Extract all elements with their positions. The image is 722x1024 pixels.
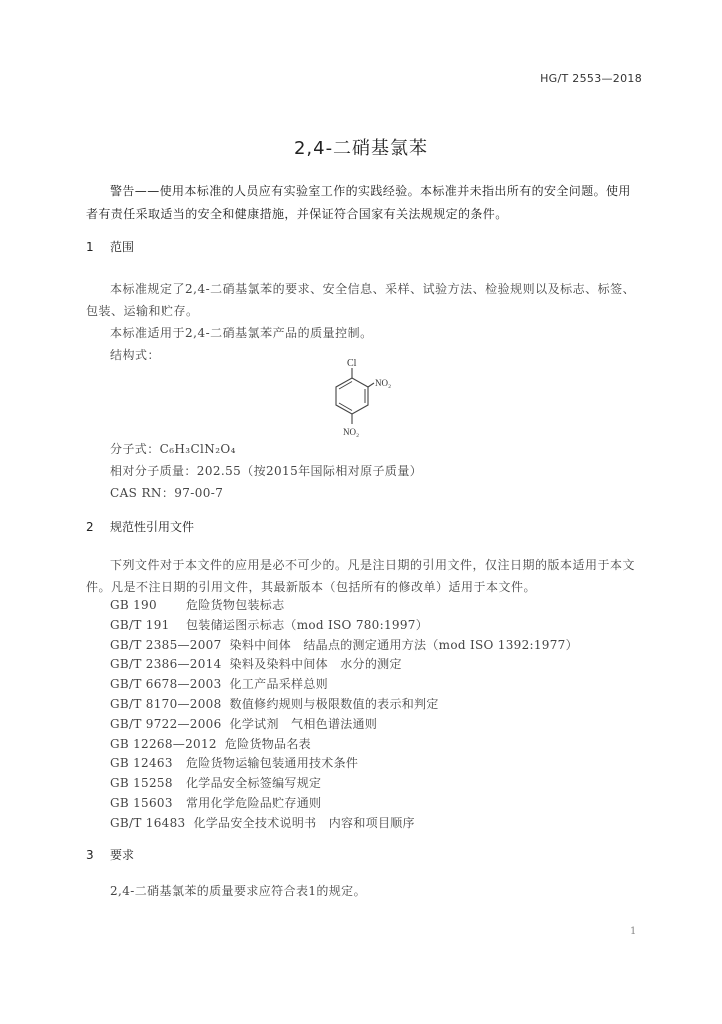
- list-item: [110, 695, 578, 715]
- paragraph-line: 件。凡是不注日期的引用文件，其最新版本（包括所有的修改单）适用于本文件。: [86, 580, 537, 594]
- reference-code: GB 12268—2012: [110, 736, 217, 751]
- reference-code: GB/T 191: [110, 617, 170, 632]
- reference-title: 化工产品采样总则: [229, 677, 328, 692]
- list-item: [110, 655, 578, 675]
- warning-line: 者有责任采取适当的安全和健康措施，并保证符合国家有关法规规定的条件。: [86, 207, 508, 221]
- reference-code: GB 12463: [110, 756, 173, 771]
- list-item: [110, 596, 578, 616]
- paragraph-line: 本标准规定了2,4-二硝基氯苯的要求、安全信息、采样、试验方法、检验规则以及标志、标签、: [110, 282, 636, 296]
- reference-code: GB 15603: [110, 795, 173, 810]
- section-title: 规范性引用文件: [110, 520, 195, 534]
- atom-label-no2: NO₂: [375, 378, 392, 388]
- section-title: 范围: [110, 240, 135, 254]
- list-item: [110, 616, 578, 636]
- references-intro: [86, 554, 652, 598]
- reference-title: 化学品安全标签编写规定: [186, 776, 322, 791]
- list-item: [110, 814, 578, 834]
- section-heading-references: [86, 518, 194, 535]
- structural-formula: [318, 358, 428, 442]
- standard-number: HG/T 2553—2018: [540, 72, 642, 85]
- warning-line: 警告——使用本标准的人员应有实验室工作的实践经验。本标准并未指出所有的安全问题。使用: [110, 184, 631, 198]
- reference-title: 常用化学危险品贮存通则: [186, 795, 322, 810]
- list-item: [110, 794, 578, 814]
- reference-code: GB/T 9722—2006: [110, 716, 222, 731]
- formula-value: C₆H₃ClN₂O₄: [159, 442, 236, 456]
- reference-title: 化学试剂 气相色谱法通则: [229, 716, 378, 731]
- reference-title: 危险货物运输包装通用技术条件: [186, 756, 359, 771]
- paragraph-line: 下列文件对于本文件的应用是必不可少的。凡是注日期的引用文件，仅注日期的版本适用于本文: [110, 558, 636, 572]
- reference-title: 染料及染料中间体 水分的测定: [229, 657, 402, 672]
- reference-code: GB/T 8170—2008: [110, 696, 222, 711]
- section-title: 要求: [110, 848, 135, 862]
- bond-no2-right: [368, 383, 374, 387]
- warning-paragraph: [86, 180, 646, 226]
- reference-title: 包装储运图示标志（mod ISO 780:1997）: [186, 617, 428, 632]
- reference-list: [110, 596, 578, 834]
- reference-code: GB/T 2385—2007: [110, 637, 222, 652]
- reference-code: GB 190: [110, 598, 157, 612]
- section-heading-requirements: [86, 846, 134, 863]
- benzene-ring: [336, 378, 368, 414]
- molecular-formula: [110, 440, 236, 457]
- reference-code: GB 15258: [110, 776, 173, 791]
- reference-title: 染料中间体 结晶点的测定通用方法（mod ISO 1392:1977）: [229, 637, 578, 652]
- list-item: [110, 715, 578, 735]
- list-item: [110, 754, 578, 774]
- reference-title: 危险货物品名表: [224, 736, 311, 751]
- formula-label: 分子式：: [110, 442, 160, 456]
- scope-paragraph: [86, 278, 652, 366]
- section-number: 2: [86, 520, 94, 534]
- document-title: 2,4-二硝基氯苯: [293, 138, 429, 159]
- section-number: 1: [86, 240, 94, 254]
- reference-title: 化学品安全技术说明书 内容和项目顺序: [193, 815, 415, 830]
- double-bond: [339, 403, 352, 411]
- cas-number: CAS RN：97-00-7: [110, 486, 224, 500]
- list-item: [110, 774, 578, 794]
- list-item: [110, 636, 578, 656]
- molecular-mass: 相对分子质量：202.55（按2015年国际相对原子质量）: [110, 464, 423, 478]
- reference-title: 危险货物包装标志: [186, 598, 285, 612]
- requirements-text: 2,4-二硝基氯苯的质量要求应符合表1的规定。: [110, 884, 366, 898]
- list-item: [110, 675, 578, 695]
- paragraph-line: 包装、运输和贮存。: [86, 304, 199, 318]
- structure-label: 结构式：: [110, 348, 161, 362]
- reference-title: 数值修约规则与极限数值的表示和判定: [229, 696, 439, 711]
- section-heading-scope: [86, 238, 134, 255]
- list-item: [110, 735, 578, 755]
- atom-label-no2: NO₂: [343, 427, 360, 437]
- double-bond: [339, 382, 352, 390]
- paragraph-line: 本标准适用于2,4-二硝基氯苯产品的质量控制。: [110, 326, 373, 340]
- reference-code: GB/T 2386—2014: [110, 657, 222, 672]
- page-number: 1: [630, 926, 637, 937]
- atom-label-cl: Cl: [347, 358, 357, 369]
- section-number: 3: [86, 848, 94, 862]
- reference-code: GB/T 16483: [110, 815, 186, 830]
- reference-code: GB/T 6678—2003: [110, 677, 222, 692]
